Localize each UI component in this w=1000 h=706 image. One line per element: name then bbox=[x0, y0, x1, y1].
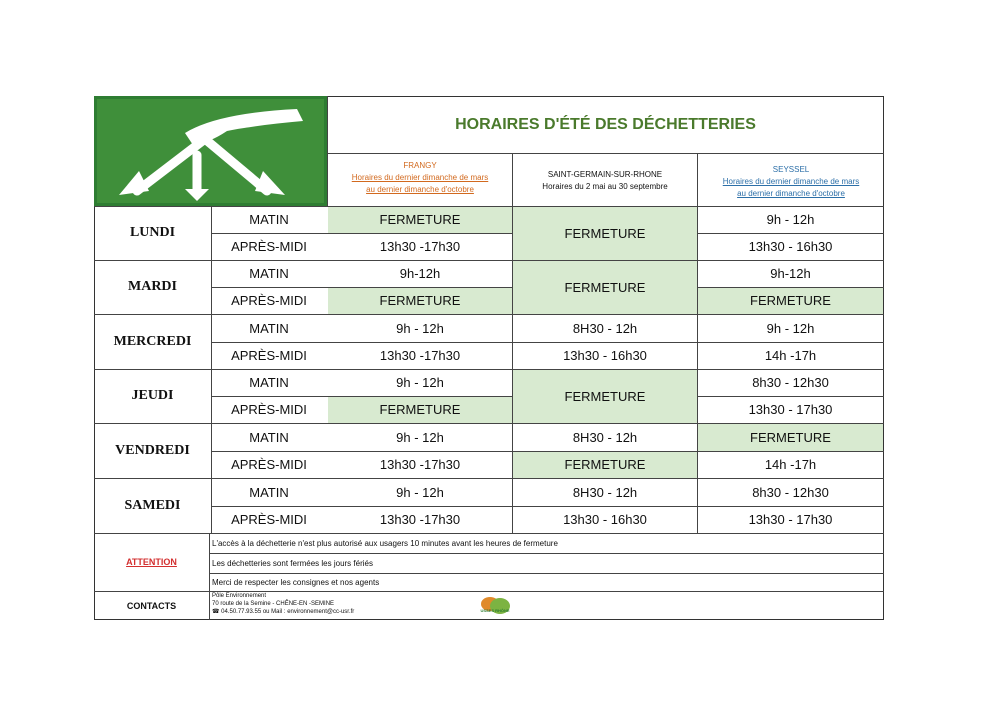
seyssel-lundi-am: 9h - 12h bbox=[766, 212, 815, 227]
period-morning: MATIN bbox=[249, 320, 289, 336]
attention-line-3: Merci de respecter les consignes et nos agents bbox=[212, 578, 380, 587]
period-afternoon: APRÈS-MIDI bbox=[231, 402, 307, 417]
attention-line-1: L'accès à la déchetterie n'est plus autorisé aux usagers 10 minutes avant les heures de fermeture bbox=[212, 539, 558, 548]
sg-mercredi-pm: 13h30 - 16h30 bbox=[563, 348, 647, 363]
period-afternoon: APRÈS-MIDI bbox=[231, 293, 307, 308]
site-name: FRANGY bbox=[403, 161, 437, 170]
contacts-line-3: ☎ 04.50.77.93.55 ou Mail : environnement@cc-usr.fr bbox=[212, 609, 355, 615]
exit-arrows-icon bbox=[97, 99, 324, 203]
frangy-mercredi-am: 9h - 12h bbox=[396, 320, 444, 336]
site-dates-line2: au dernier dimanche d'octobre bbox=[366, 185, 474, 194]
frangy-samedi-am: 9h - 12h bbox=[396, 484, 444, 500]
seyssel-jeudi-am: 8h30 - 12h30 bbox=[752, 375, 829, 390]
contacts-line-1: Pôle Environnement bbox=[212, 593, 267, 599]
sg-jeudi: FERMETURE bbox=[564, 388, 646, 404]
site-name: SAINT-GERMAIN-SUR-RHONE bbox=[547, 170, 663, 179]
frangy-mercredi-pm: 13h30 -17h30 bbox=[379, 348, 461, 363]
site-name: SEYSSEL bbox=[772, 165, 810, 174]
seyssel-vendredi-pm: 14h -17h bbox=[764, 457, 817, 472]
seyssel-samedi-am: 8h30 - 12h30 bbox=[752, 484, 829, 500]
seyssel-lundi-pm: 13h30 - 16h30 bbox=[748, 239, 833, 254]
frangy-mardi-am: 9h-12h bbox=[399, 266, 441, 281]
sg-samedi-pm: 13h30 - 16h30 bbox=[563, 512, 647, 527]
period-morning: MATIN bbox=[249, 484, 289, 500]
seyssel-mardi-am: 9h-12h bbox=[770, 266, 811, 281]
site-header-saint-germain bbox=[514, 169, 696, 193]
day-lundi: LUNDI bbox=[129, 225, 176, 240]
sg-vendredi-am: 8H30 - 12h bbox=[572, 429, 638, 445]
day-samedi: SAMEDI bbox=[124, 497, 181, 513]
period-morning: MATIN bbox=[249, 375, 289, 390]
period-morning: MATIN bbox=[249, 429, 289, 445]
site-dates-line1: Horaires du dernier dimanche de mars bbox=[351, 173, 489, 182]
sg-samedi-am: 8H30 - 12h bbox=[572, 484, 638, 500]
frangy-lundi-pm: 13h30 -17h30 bbox=[379, 239, 461, 254]
period-afternoon: APRÈS-MIDI bbox=[231, 457, 307, 472]
seyssel-mardi-pm: FERMETURE bbox=[750, 293, 831, 308]
emergency-exit-logo bbox=[94, 96, 327, 206]
period-afternoon: APRÈS-MIDI bbox=[231, 239, 307, 254]
site-dates-line1: Horaires du dernier dimanche de mars bbox=[722, 177, 860, 186]
site-header-seyssel bbox=[700, 164, 882, 200]
site-header-frangy bbox=[330, 160, 510, 196]
frangy-mardi-pm: FERMETURE bbox=[379, 293, 461, 308]
sg-vendredi-pm: FERMETURE bbox=[564, 457, 646, 472]
frangy-jeudi-am: 9h - 12h bbox=[396, 375, 444, 390]
attention-label: ATTENTION bbox=[126, 557, 177, 567]
period-morning: MATIN bbox=[249, 212, 289, 227]
site-dates-line1: Horaires du 2 mai au 30 septembre bbox=[542, 182, 668, 191]
page-title: HORAIRES D'ÉTÉ DES DÉCHETTERIES bbox=[455, 115, 756, 133]
period-afternoon: APRÈS-MIDI bbox=[231, 512, 307, 527]
frangy-jeudi-pm: FERMETURE bbox=[379, 402, 461, 417]
frangy-samedi-pm: 13h30 -17h30 bbox=[379, 512, 461, 527]
seyssel-mercredi-pm: 14h -17h bbox=[764, 348, 817, 363]
frangy-lundi-am: FERMETURE bbox=[379, 212, 461, 227]
day-vendredi: VENDREDI bbox=[115, 442, 190, 458]
period-morning: MATIN bbox=[249, 266, 289, 281]
seyssel-vendredi-am: FERMETURE bbox=[750, 429, 831, 445]
contacts-info bbox=[212, 592, 354, 616]
seyssel-samedi-pm: 13h30 - 17h30 bbox=[748, 512, 833, 527]
contacts-label: CONTACTS bbox=[126, 600, 177, 611]
day-mardi: MARDI bbox=[128, 279, 177, 294]
ccusr-logo bbox=[478, 594, 512, 618]
seyssel-mercredi-am: 9h - 12h bbox=[766, 320, 815, 336]
attention-line-2: Les déchetteries sont fermées les jours fériés bbox=[212, 559, 373, 568]
contacts-line-2: 70 route de la Semine - CHÊNE-EN -SEMINE bbox=[212, 601, 335, 607]
day-jeudi: JEUDI bbox=[131, 388, 174, 403]
seyssel-jeudi-pm: 13h30 - 17h30 bbox=[748, 402, 833, 417]
sg-mercredi-am: 8H30 - 12h bbox=[572, 320, 638, 336]
sg-mardi: FERMETURE bbox=[564, 279, 646, 295]
frangy-vendredi-am: 9h - 12h bbox=[396, 429, 444, 445]
period-afternoon: APRÈS-MIDI bbox=[231, 348, 307, 363]
day-mercredi: MERCREDI bbox=[113, 333, 192, 349]
frangy-vendredi-pm: 13h30 -17h30 bbox=[379, 457, 461, 472]
ccusr-logo-text: USSES RHÔNE bbox=[480, 608, 510, 613]
site-dates-line2: au dernier dimanche d'octobre bbox=[737, 189, 845, 198]
sg-lundi: FERMETURE bbox=[564, 225, 646, 241]
